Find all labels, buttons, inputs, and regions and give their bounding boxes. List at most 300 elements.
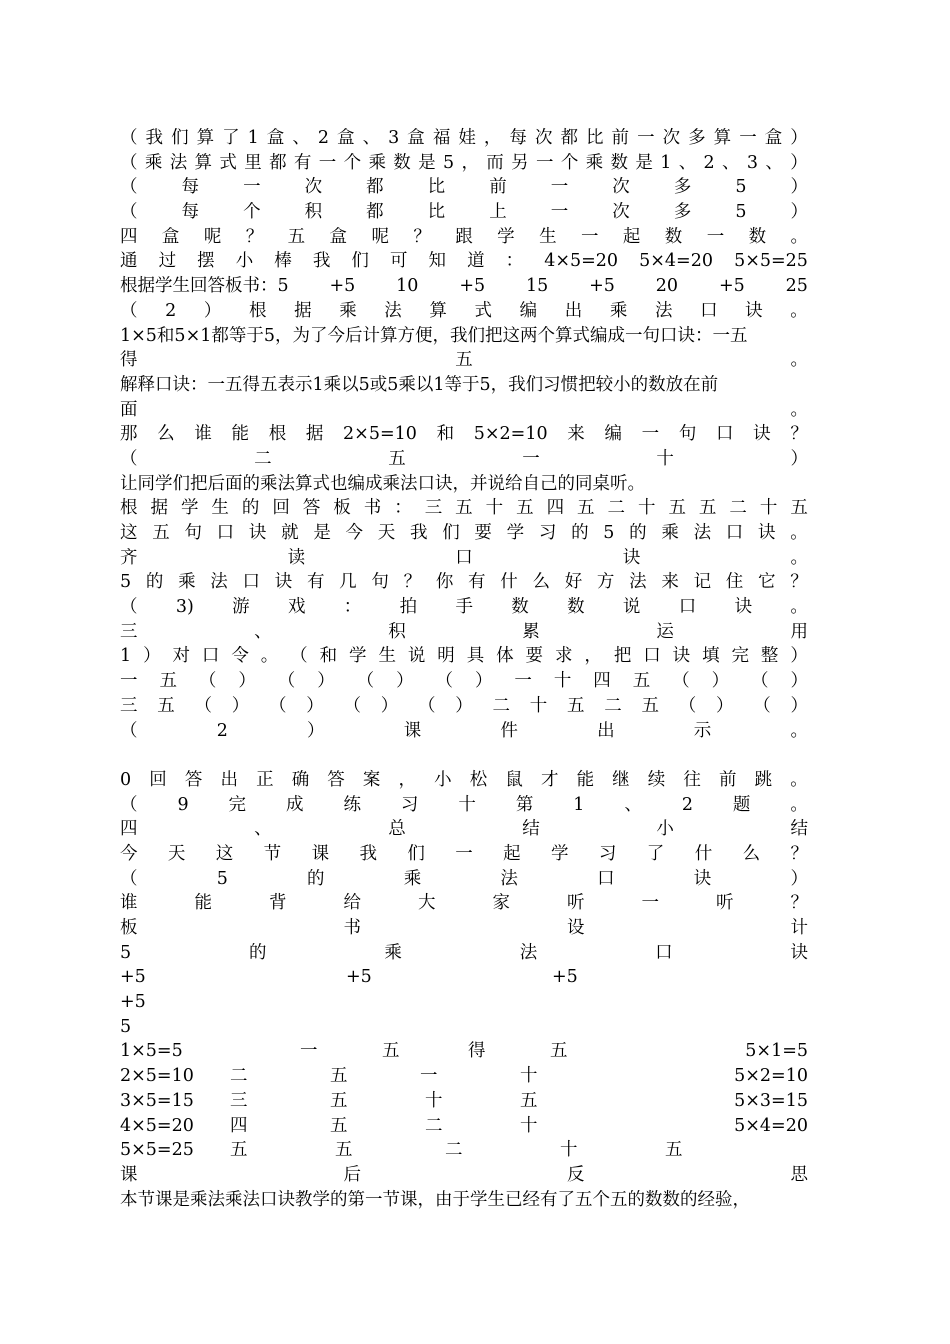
text-cell: 总	[388, 819, 406, 840]
text-cell: 次	[662, 128, 681, 148]
text-cell: ）	[790, 177, 808, 198]
text-cell: （	[120, 300, 138, 321]
text-line	[120, 225, 808, 250]
text-cell: 记	[693, 572, 712, 593]
text-cell: ）	[790, 202, 808, 223]
text-cell: ）	[790, 695, 808, 716]
text-cell: 。	[790, 769, 808, 790]
text-cell: 答	[184, 769, 203, 790]
text-cell: ）	[203, 300, 222, 321]
text-line	[120, 373, 808, 398]
text-cell: 了	[222, 128, 240, 148]
text-line	[120, 521, 808, 546]
text-cell: 令	[231, 646, 249, 667]
text-cell: （	[343, 695, 361, 716]
text-cell: 生	[211, 498, 229, 519]
text-cell: +5	[589, 276, 615, 297]
text-cell: 盒	[337, 128, 355, 148]
text-cell: 每	[181, 177, 200, 198]
text-line	[120, 398, 808, 423]
text-cell: 答	[327, 769, 345, 790]
text-cell: 出	[220, 769, 238, 790]
text-cell: 背	[269, 893, 287, 914]
text-cell: （	[751, 671, 769, 692]
text-cell: 面	[120, 399, 138, 420]
text-cell: 填	[702, 646, 720, 667]
board-plus: +5	[346, 967, 372, 988]
text-cell: 是	[635, 152, 653, 173]
text-cell: 根	[120, 498, 138, 519]
text-cell: 听	[716, 893, 734, 914]
text-cell: 9	[177, 794, 189, 815]
text-cell: 和	[319, 646, 338, 667]
text-cell: 、	[722, 152, 740, 173]
text-cell: 跳	[754, 769, 773, 790]
text-cell: 好	[564, 572, 583, 593]
text-cell: 书	[343, 918, 361, 938]
text-cell: 能	[576, 769, 595, 790]
text-line	[120, 299, 808, 324]
text-line	[120, 570, 808, 595]
board-row	[120, 1064, 808, 1089]
text-cell: ）	[790, 868, 808, 889]
text-cell: 2	[165, 300, 177, 321]
text-cell: 有	[468, 572, 486, 593]
text-cell: 么	[742, 843, 761, 864]
text-line	[120, 422, 808, 447]
text-cell: 十	[529, 695, 548, 716]
text-cell: 来	[567, 424, 585, 445]
text-cell: 口	[725, 523, 744, 543]
text-cell: 谁	[120, 893, 138, 914]
text-cell: ）	[231, 695, 250, 716]
text-cell: 的	[629, 523, 647, 543]
text-cell: 十	[759, 498, 778, 519]
text-cell: +5	[329, 276, 356, 297]
text-cell: 大	[418, 893, 436, 914]
text-cell: 盒	[407, 128, 425, 148]
text-line	[120, 175, 808, 200]
text-cell: （	[120, 177, 138, 198]
text-cell: ）	[380, 695, 399, 716]
text-cell: 继	[612, 769, 630, 790]
board-equation: 2×5=10	[120, 1066, 194, 1087]
text-cell: 5	[603, 523, 615, 543]
text-cell: 。	[790, 597, 808, 618]
text-cell: 、	[765, 152, 783, 173]
text-cell: 习	[538, 523, 557, 543]
text-cell: 跟	[455, 226, 473, 247]
text-cell: 答	[302, 498, 321, 519]
text-cell: 据	[305, 424, 324, 445]
text-cell: 学	[180, 498, 199, 519]
board-word: 十	[560, 1140, 578, 1161]
text-cell: 诀	[622, 547, 641, 568]
text-cell: （	[120, 597, 138, 618]
board-equation: 1×5=5	[120, 1041, 183, 1062]
text-cell: 运	[656, 621, 674, 642]
board-word: 五	[230, 1140, 248, 1161]
text-cell: 根据学生回答板书：5	[120, 276, 289, 297]
board-word: 四	[230, 1115, 248, 1136]
text-cell: 5	[735, 177, 747, 198]
text-cell: 、	[678, 152, 697, 173]
text-cell: 口	[597, 868, 615, 889]
text-cell: 乘	[609, 300, 628, 321]
text-cell: 什	[694, 843, 713, 864]
text-cell: 课	[311, 843, 330, 864]
text-cell: 4×5=20	[544, 251, 619, 272]
text-cell: 才	[540, 769, 559, 790]
text-cell: 能	[194, 893, 212, 914]
text-cell: 一	[550, 202, 569, 223]
text-cell: 求	[554, 646, 573, 667]
text-cell: ）	[474, 671, 493, 692]
text-cell: 3	[746, 152, 758, 173]
text-cell: ，	[483, 128, 502, 148]
text-cell: 算	[429, 300, 447, 321]
text-cell: 。	[790, 547, 808, 568]
board-plus-single	[120, 990, 808, 1015]
text-cell: 1	[660, 152, 672, 173]
text-cell: 我	[359, 843, 377, 864]
text-cell: 用	[790, 621, 808, 642]
text-cell: 今	[345, 523, 364, 543]
board-equation: 5×3=15	[734, 1090, 808, 1111]
text-cell: 10	[396, 276, 419, 297]
text-cell: 都	[366, 202, 384, 223]
text-cell: 。	[790, 399, 808, 420]
text-line	[120, 694, 808, 719]
text-cell: ：	[394, 498, 412, 519]
board-row	[120, 1089, 808, 1114]
text-cell: 3)	[175, 597, 194, 618]
text-cell: （	[120, 794, 138, 815]
text-cell: 可	[389, 251, 408, 272]
text-cell: 一	[641, 893, 659, 914]
text-cell: 家	[492, 893, 510, 914]
text-cell: 乘	[339, 300, 357, 321]
text-cell: 2	[703, 152, 715, 173]
text-cell: ）	[790, 671, 808, 692]
text-cell: 。	[790, 523, 808, 543]
text-cell: 对	[172, 646, 190, 667]
text-cell: 法	[500, 868, 518, 889]
text-cell: 的	[249, 942, 267, 963]
text-cell: 口	[678, 597, 697, 618]
text-cell: 鼠	[505, 769, 523, 790]
board-word: 五	[550, 1041, 568, 1062]
text-cell: （	[120, 152, 138, 173]
text-cell: 法	[384, 300, 402, 321]
text-cell: 通	[120, 251, 138, 272]
text-cell: 。	[790, 794, 808, 815]
text-cell: 数	[610, 152, 629, 173]
text-cell: 的	[307, 868, 325, 889]
text-cell: 的	[571, 523, 589, 543]
text-line	[120, 793, 808, 818]
text-cell: 式	[474, 300, 493, 321]
text-cell: 诀	[693, 868, 712, 889]
text-cell: 什	[500, 572, 518, 593]
text-cell: 一	[318, 152, 337, 173]
text-cell: 诀	[248, 523, 267, 543]
text-cell: 一	[455, 843, 473, 864]
text-cell: ？	[790, 572, 808, 593]
text-cell: 乘	[661, 523, 679, 543]
text-cell: 说	[622, 597, 641, 618]
text-cell: 一	[243, 177, 261, 198]
text-cell: +5	[718, 276, 745, 297]
text-cell: 是	[418, 152, 436, 173]
text-cell: 法	[693, 523, 712, 543]
text-cell: 今	[120, 843, 138, 864]
text-cell: 数	[567, 597, 585, 618]
text-cell: 了	[646, 843, 665, 864]
text-cell: 。	[790, 350, 808, 371]
text-cell: 都	[560, 128, 578, 148]
text-cell: 小	[235, 251, 254, 272]
text-cell: 节	[263, 843, 282, 864]
board-word: 五	[330, 1090, 348, 1111]
text-cell: 前	[719, 769, 737, 790]
text-line	[120, 620, 808, 645]
text-cell: 练	[343, 794, 361, 815]
text-cell: 而	[486, 152, 504, 173]
text-cell: 1×5和5×1都等于5，为了今后计算方便，我们把这两个算式编成一句口诀：一五	[120, 325, 748, 346]
text-cell: 2	[317, 128, 330, 148]
board-word: 二	[445, 1140, 463, 1161]
text-cell: 五	[152, 523, 170, 543]
text-cell: ，	[461, 152, 479, 173]
text-cell: （	[269, 695, 287, 716]
text-cell: 次	[612, 202, 630, 223]
text-cell: 起	[622, 226, 641, 247]
text-cell: 明	[437, 646, 455, 667]
text-cell: 完	[228, 794, 247, 815]
text-cell: （	[198, 671, 217, 692]
text-cell: 福	[432, 128, 451, 148]
text-cell: 另	[511, 152, 529, 173]
text-cell: 每	[509, 128, 527, 148]
text-cell: 呢	[203, 226, 222, 247]
text-cell: 5×5=25	[734, 251, 808, 272]
text-cell: 积	[388, 621, 406, 642]
text-cell: 都	[366, 177, 384, 198]
text-cell: 前	[611, 128, 630, 148]
text-cell: 一	[550, 177, 569, 198]
text-cell: （	[678, 695, 697, 716]
text-line	[120, 916, 808, 941]
text-cell: ）	[143, 646, 161, 667]
text-cell: 回	[272, 498, 290, 519]
text-cell: 能	[231, 424, 250, 445]
text-cell: 一	[522, 448, 540, 469]
text-cell: 续	[647, 769, 666, 790]
board-five	[120, 1015, 808, 1040]
text-cell: 十	[553, 671, 572, 692]
text-cell: 五	[668, 498, 686, 519]
text-cell: 1	[120, 646, 132, 667]
text-cell: 据	[294, 300, 312, 321]
text-cell: 有	[306, 572, 325, 593]
text-cell: 把	[613, 646, 632, 667]
text-cell: 数	[748, 226, 767, 247]
text-cell: ）	[790, 646, 808, 667]
text-cell: 5	[120, 572, 132, 593]
text-cell: 都	[269, 152, 287, 173]
text-cell: ）	[716, 695, 734, 716]
board-equation: 5×4=20	[734, 1115, 808, 1136]
text-cell: 次	[304, 177, 323, 198]
text-cell: 五	[388, 448, 406, 469]
board-word: 十	[425, 1090, 443, 1111]
text-cell: 里	[244, 152, 262, 173]
text-cell: 五	[455, 498, 473, 519]
text-cell: 你	[435, 572, 454, 593]
board-word: 二	[425, 1115, 443, 1136]
text-cell: （	[120, 128, 138, 148]
text-cell: 们	[351, 251, 369, 272]
text-cell: ？	[790, 843, 808, 864]
text-cell: 四	[120, 226, 138, 247]
text-cell: 5	[442, 152, 455, 173]
text-cell: 、	[292, 128, 310, 148]
board-equation: 4×5=20	[120, 1115, 194, 1136]
text-cell: 一	[641, 424, 660, 445]
reflection-text: 本节课是乘法乘法口诀教学的第一节课，由于学生已经有了五个五的数数的经验，	[120, 1189, 750, 1210]
text-cell: 件	[500, 720, 518, 741]
text-cell: 乘	[384, 942, 402, 963]
text-cell: 诀	[672, 646, 691, 667]
text-line	[120, 274, 808, 299]
text-cell: （	[435, 671, 453, 692]
text-cell: 计	[790, 918, 808, 938]
text-cell: 呢	[371, 226, 389, 247]
text-cell: 我	[145, 128, 164, 148]
text-cell: 5×4=20	[639, 251, 713, 272]
text-cell: 五	[790, 498, 808, 519]
text-cell: 完	[731, 646, 749, 667]
text-cell: +5	[459, 276, 486, 297]
text-cell: 书	[363, 498, 382, 519]
text-cell: 20	[655, 276, 679, 297]
text-cell: 盒	[266, 128, 285, 148]
text-cell: 诀	[790, 942, 808, 963]
board-word: 二	[230, 1066, 248, 1087]
text-cell: 二	[729, 498, 747, 519]
text-cell: 小	[656, 819, 674, 840]
text-cell: 案	[362, 769, 381, 790]
text-cell: 二	[492, 695, 510, 716]
text-cell: 往	[683, 769, 701, 790]
text-cell: 一	[120, 671, 138, 692]
text-cell: 乘	[585, 152, 604, 173]
text-cell: 诀	[274, 572, 293, 593]
text-cell: 数	[511, 597, 529, 618]
text-cell: （	[753, 695, 771, 716]
text-cell: 二	[604, 695, 622, 716]
text-cell: ）	[711, 671, 730, 692]
board-row	[120, 1114, 808, 1139]
text-cell: 个	[243, 202, 261, 223]
text-cell: 成	[286, 794, 304, 815]
text-cell: 盒	[161, 226, 180, 247]
text-cell: 、	[624, 794, 642, 815]
text-cell: （	[120, 868, 138, 889]
text-cell: 口	[201, 646, 220, 667]
board-word: 十	[520, 1066, 538, 1087]
text-cell: 们	[442, 523, 460, 543]
text-cell: 正	[256, 769, 274, 790]
text-line	[120, 447, 808, 472]
text-cell: ）	[790, 152, 808, 173]
text-cell: 次	[612, 177, 630, 198]
text-cell: 么	[532, 572, 550, 593]
text-cell: ？	[790, 424, 808, 445]
text-line	[120, 472, 808, 497]
board-plus: +5	[552, 967, 578, 988]
text-cell: 手	[455, 597, 473, 618]
text-cell: 要	[525, 646, 544, 667]
board-number: 5	[120, 1016, 132, 1037]
text-cell: 是	[313, 523, 331, 543]
text-cell: ：	[505, 251, 524, 272]
text-cell: 比	[586, 128, 604, 148]
text-cell: 1	[247, 128, 259, 148]
text-cell: 有	[293, 152, 312, 173]
text-cell: 比	[427, 177, 446, 198]
text-cell: 一	[580, 226, 599, 247]
text-cell: 确	[291, 769, 310, 790]
text-cell: 五	[567, 695, 585, 716]
text-cell: 一	[514, 671, 532, 692]
text-cell: 十	[637, 498, 656, 519]
text-cell: 我	[409, 523, 428, 543]
text-cell: 二	[254, 448, 272, 469]
text-cell: 二	[607, 498, 625, 519]
text-cell: ）	[238, 671, 256, 692]
text-cell: 具	[466, 646, 485, 667]
text-cell: 拍	[399, 597, 418, 618]
text-cell: 整	[760, 646, 779, 667]
text-cell: 出	[564, 300, 583, 321]
text-cell: ）	[455, 695, 473, 716]
text-line	[120, 126, 808, 151]
text-cell: 这	[215, 843, 234, 864]
text-cell: 学	[551, 843, 569, 864]
text-cell: 2	[681, 794, 693, 815]
text-cell: 句	[184, 523, 202, 543]
text-cell: ）	[306, 695, 324, 716]
text-cell: 累	[522, 621, 540, 642]
text-cell: 设	[567, 918, 585, 938]
text-cell: 式	[219, 152, 237, 173]
text-cell: 5	[120, 942, 132, 963]
document-page	[120, 126, 808, 1212]
board-word: 五	[330, 1066, 348, 1087]
text-cell: 法	[629, 572, 647, 593]
text-cell: 15	[525, 276, 549, 297]
text-cell: （	[672, 671, 690, 692]
text-cell: （	[418, 695, 436, 716]
text-cell: 积	[304, 202, 323, 223]
text-cell: 法	[654, 300, 673, 321]
text-cell: 五	[455, 350, 473, 371]
text-line	[120, 348, 808, 373]
text-cell: （	[120, 202, 138, 223]
text-cell: 十	[485, 498, 504, 519]
